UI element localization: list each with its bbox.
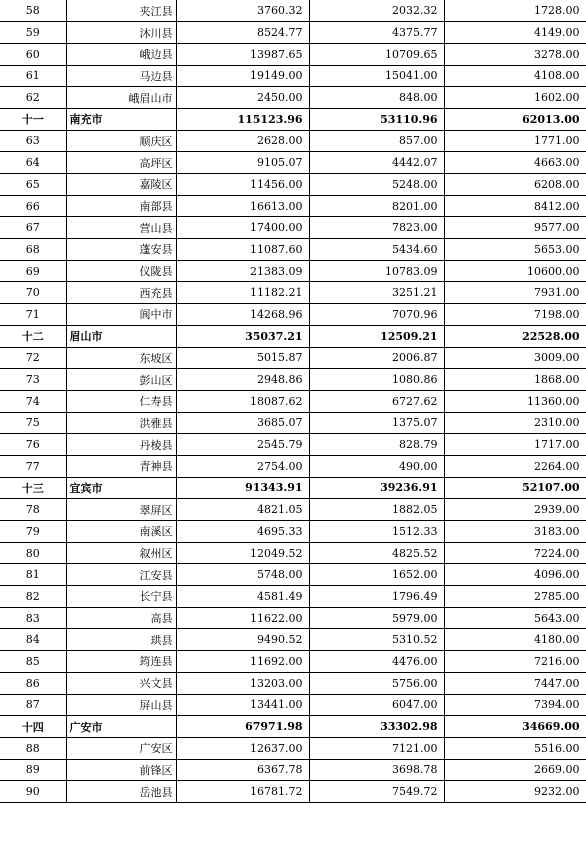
value-total: 11456.00 xyxy=(176,174,309,196)
value-col3: 2669.00 xyxy=(444,759,586,781)
row-index: 71 xyxy=(0,304,66,326)
table-row xyxy=(0,651,586,673)
value-col3: 52107.00 xyxy=(444,477,586,499)
value-col3: 7224.00 xyxy=(444,542,586,564)
value-col3: 4096.00 xyxy=(444,564,586,586)
region-name: 宜宾市 xyxy=(66,477,176,499)
value-total: 12637.00 xyxy=(176,737,309,759)
value-col2: 4825.52 xyxy=(309,542,444,564)
value-total: 8524.77 xyxy=(176,22,309,44)
region-name: 峨眉山市 xyxy=(66,87,176,109)
region-name: 彭山区 xyxy=(66,369,176,391)
region-name: 顺庆区 xyxy=(66,130,176,152)
table-row xyxy=(0,607,586,629)
value-col3: 8412.00 xyxy=(444,195,586,217)
region-name: 丹棱县 xyxy=(66,434,176,456)
value-col3: 7394.00 xyxy=(444,694,586,716)
row-index: 88 xyxy=(0,737,66,759)
region-name: 前锋区 xyxy=(66,759,176,781)
row-index: 62 xyxy=(0,87,66,109)
row-index: 79 xyxy=(0,521,66,543)
value-col2: 33302.98 xyxy=(309,716,444,738)
value-col2: 53110.96 xyxy=(309,108,444,130)
row-index: 十三 xyxy=(0,477,66,499)
value-col2: 1512.33 xyxy=(309,521,444,543)
row-index: 72 xyxy=(0,347,66,369)
region-name: 仪陇县 xyxy=(66,260,176,282)
table-row xyxy=(0,390,586,412)
region-name: 营山县 xyxy=(66,217,176,239)
value-col3: 2785.00 xyxy=(444,586,586,608)
value-total: 14268.96 xyxy=(176,304,309,326)
value-col3: 11360.00 xyxy=(444,390,586,412)
subtotal-row xyxy=(0,108,586,130)
value-total: 11087.60 xyxy=(176,239,309,261)
row-index: 83 xyxy=(0,607,66,629)
value-col3: 4149.00 xyxy=(444,22,586,44)
value-total: 16781.72 xyxy=(176,781,309,803)
table-row xyxy=(0,304,586,326)
region-name: 屏山县 xyxy=(66,694,176,716)
region-name: 东坡区 xyxy=(66,347,176,369)
region-name: 沐川县 xyxy=(66,22,176,44)
value-col2: 7070.96 xyxy=(309,304,444,326)
table-row xyxy=(0,369,586,391)
value-col3: 4180.00 xyxy=(444,629,586,651)
table-row xyxy=(0,521,586,543)
table-row xyxy=(0,22,586,44)
region-name: 马边县 xyxy=(66,65,176,87)
value-col2: 4375.77 xyxy=(309,22,444,44)
value-col3: 9577.00 xyxy=(444,217,586,239)
value-col3: 6208.00 xyxy=(444,174,586,196)
region-name: 峨边县 xyxy=(66,43,176,65)
row-index: 89 xyxy=(0,759,66,781)
table-row xyxy=(0,43,586,65)
value-total: 5015.87 xyxy=(176,347,309,369)
row-index: 90 xyxy=(0,781,66,803)
value-total: 4695.33 xyxy=(176,521,309,543)
region-name: 广安区 xyxy=(66,737,176,759)
value-col2: 1796.49 xyxy=(309,586,444,608)
row-index: 86 xyxy=(0,672,66,694)
region-name: 蓬安县 xyxy=(66,239,176,261)
region-name: 夹江县 xyxy=(66,0,176,22)
region-name: 广安市 xyxy=(66,716,176,738)
value-col2: 6727.62 xyxy=(309,390,444,412)
value-col3: 1602.00 xyxy=(444,87,586,109)
value-col3: 7198.00 xyxy=(444,304,586,326)
value-col3: 4663.00 xyxy=(444,152,586,174)
value-col2: 7121.00 xyxy=(309,737,444,759)
value-col2: 15041.00 xyxy=(309,65,444,87)
value-col3: 4108.00 xyxy=(444,65,586,87)
value-col3: 7216.00 xyxy=(444,651,586,673)
value-total: 13441.00 xyxy=(176,694,309,716)
value-col2: 8201.00 xyxy=(309,195,444,217)
region-name: 阆中市 xyxy=(66,304,176,326)
value-total: 13203.00 xyxy=(176,672,309,694)
table-row xyxy=(0,434,586,456)
value-col3: 2264.00 xyxy=(444,455,586,477)
value-col2: 39236.91 xyxy=(309,477,444,499)
table-row xyxy=(0,282,586,304)
value-total: 16613.00 xyxy=(176,195,309,217)
row-index: 87 xyxy=(0,694,66,716)
table-row xyxy=(0,542,586,564)
value-total: 4821.05 xyxy=(176,499,309,521)
row-index: 63 xyxy=(0,130,66,152)
value-total: 2754.00 xyxy=(176,455,309,477)
value-col2: 5310.52 xyxy=(309,629,444,651)
value-col2: 490.00 xyxy=(309,455,444,477)
value-col2: 4442.07 xyxy=(309,152,444,174)
value-total: 11692.00 xyxy=(176,651,309,673)
value-col2: 857.00 xyxy=(309,130,444,152)
value-total: 2450.00 xyxy=(176,87,309,109)
value-col2: 1080.86 xyxy=(309,369,444,391)
value-total: 11622.00 xyxy=(176,607,309,629)
value-col3: 5516.00 xyxy=(444,737,586,759)
row-index: 59 xyxy=(0,22,66,44)
row-index: 十一 xyxy=(0,108,66,130)
table-row xyxy=(0,672,586,694)
value-col3: 3009.00 xyxy=(444,347,586,369)
value-col3: 34669.00 xyxy=(444,716,586,738)
table-row xyxy=(0,195,586,217)
row-index: 67 xyxy=(0,217,66,239)
value-total: 3685.07 xyxy=(176,412,309,434)
value-total: 2948.86 xyxy=(176,369,309,391)
value-col3: 10600.00 xyxy=(444,260,586,282)
row-index: 78 xyxy=(0,499,66,521)
table-row xyxy=(0,759,586,781)
value-total: 17400.00 xyxy=(176,217,309,239)
table-row xyxy=(0,239,586,261)
row-index: 77 xyxy=(0,455,66,477)
value-col2: 1652.00 xyxy=(309,564,444,586)
table-row xyxy=(0,87,586,109)
value-col3: 7931.00 xyxy=(444,282,586,304)
table-row xyxy=(0,152,586,174)
value-col2: 3698.78 xyxy=(309,759,444,781)
row-index: 80 xyxy=(0,542,66,564)
value-col2: 1882.05 xyxy=(309,499,444,521)
value-total: 2545.79 xyxy=(176,434,309,456)
value-col2: 2006.87 xyxy=(309,347,444,369)
value-total: 3760.32 xyxy=(176,0,309,22)
row-index: 76 xyxy=(0,434,66,456)
value-col3: 2310.00 xyxy=(444,412,586,434)
value-col2: 10783.09 xyxy=(309,260,444,282)
subtotal-row xyxy=(0,716,586,738)
value-col3: 1717.00 xyxy=(444,434,586,456)
value-col3: 9232.00 xyxy=(444,781,586,803)
table-row xyxy=(0,694,586,716)
value-total: 91343.91 xyxy=(176,477,309,499)
row-index: 十二 xyxy=(0,325,66,347)
region-name: 翠屏区 xyxy=(66,499,176,521)
region-name: 嘉陵区 xyxy=(66,174,176,196)
row-index: 74 xyxy=(0,390,66,412)
value-col2: 7549.72 xyxy=(309,781,444,803)
value-col3: 3278.00 xyxy=(444,43,586,65)
value-col3: 5653.00 xyxy=(444,239,586,261)
region-name: 筠连县 xyxy=(66,651,176,673)
region-name: 叙州区 xyxy=(66,542,176,564)
value-total: 13987.65 xyxy=(176,43,309,65)
value-total: 9490.52 xyxy=(176,629,309,651)
value-total: 12049.52 xyxy=(176,542,309,564)
value-col3: 1771.00 xyxy=(444,130,586,152)
value-col2: 1375.07 xyxy=(309,412,444,434)
table-row xyxy=(0,347,586,369)
row-index: 58 xyxy=(0,0,66,22)
table-row xyxy=(0,130,586,152)
value-total: 11182.21 xyxy=(176,282,309,304)
value-total: 2628.00 xyxy=(176,130,309,152)
value-col3: 7447.00 xyxy=(444,672,586,694)
region-name: 高县 xyxy=(66,607,176,629)
value-col2: 828.79 xyxy=(309,434,444,456)
region-name: 眉山市 xyxy=(66,325,176,347)
value-col3: 62013.00 xyxy=(444,108,586,130)
table-row xyxy=(0,499,586,521)
row-index: 60 xyxy=(0,43,66,65)
row-index: 85 xyxy=(0,651,66,673)
row-index: 66 xyxy=(0,195,66,217)
value-col2: 5979.00 xyxy=(309,607,444,629)
value-col3: 1868.00 xyxy=(444,369,586,391)
row-index: 81 xyxy=(0,564,66,586)
value-col2: 5756.00 xyxy=(309,672,444,694)
row-index: 73 xyxy=(0,369,66,391)
row-index: 75 xyxy=(0,412,66,434)
value-total: 4581.49 xyxy=(176,586,309,608)
value-total: 115123.96 xyxy=(176,108,309,130)
region-name: 南部县 xyxy=(66,195,176,217)
value-total: 9105.07 xyxy=(176,152,309,174)
region-name: 岳池县 xyxy=(66,781,176,803)
value-col2: 5434.60 xyxy=(309,239,444,261)
table-row xyxy=(0,455,586,477)
table-row xyxy=(0,0,586,22)
region-name: 兴文县 xyxy=(66,672,176,694)
table-row xyxy=(0,629,586,651)
region-name: 南充市 xyxy=(66,108,176,130)
value-col2: 5248.00 xyxy=(309,174,444,196)
value-total: 19149.00 xyxy=(176,65,309,87)
region-name: 青神县 xyxy=(66,455,176,477)
value-col2: 848.00 xyxy=(309,87,444,109)
value-total: 6367.78 xyxy=(176,759,309,781)
row-index: 69 xyxy=(0,260,66,282)
row-index: 68 xyxy=(0,239,66,261)
value-col2: 7823.00 xyxy=(309,217,444,239)
table-row xyxy=(0,260,586,282)
value-col3: 5643.00 xyxy=(444,607,586,629)
subtotal-row xyxy=(0,325,586,347)
row-index: 65 xyxy=(0,174,66,196)
region-name: 珙县 xyxy=(66,629,176,651)
table-row xyxy=(0,564,586,586)
value-col2: 3251.21 xyxy=(309,282,444,304)
value-total: 67971.98 xyxy=(176,716,309,738)
value-col2: 2032.32 xyxy=(309,0,444,22)
table-row xyxy=(0,781,586,803)
table-row xyxy=(0,737,586,759)
subtotal-row xyxy=(0,477,586,499)
region-name: 长宁县 xyxy=(66,586,176,608)
value-col3: 1728.00 xyxy=(444,0,586,22)
table-row xyxy=(0,217,586,239)
row-index: 82 xyxy=(0,586,66,608)
region-name: 洪雅县 xyxy=(66,412,176,434)
region-name: 西充县 xyxy=(66,282,176,304)
region-name: 江安县 xyxy=(66,564,176,586)
region-name: 仁寿县 xyxy=(66,390,176,412)
value-total: 21383.09 xyxy=(176,260,309,282)
row-index: 64 xyxy=(0,152,66,174)
value-col3: 2939.00 xyxy=(444,499,586,521)
region-name: 高坪区 xyxy=(66,152,176,174)
row-index: 十四 xyxy=(0,716,66,738)
value-col3: 22528.00 xyxy=(444,325,586,347)
value-col3: 3183.00 xyxy=(444,521,586,543)
value-total: 35037.21 xyxy=(176,325,309,347)
region-name: 南溪区 xyxy=(66,521,176,543)
table-row xyxy=(0,174,586,196)
value-total: 5748.00 xyxy=(176,564,309,586)
value-col2: 10709.65 xyxy=(309,43,444,65)
table-row xyxy=(0,412,586,434)
value-col2: 6047.00 xyxy=(309,694,444,716)
value-total: 18087.62 xyxy=(176,390,309,412)
table-row xyxy=(0,586,586,608)
value-col2: 12509.21 xyxy=(309,325,444,347)
row-index: 84 xyxy=(0,629,66,651)
row-index: 70 xyxy=(0,282,66,304)
row-index: 61 xyxy=(0,65,66,87)
table-row xyxy=(0,65,586,87)
value-col2: 4476.00 xyxy=(309,651,444,673)
